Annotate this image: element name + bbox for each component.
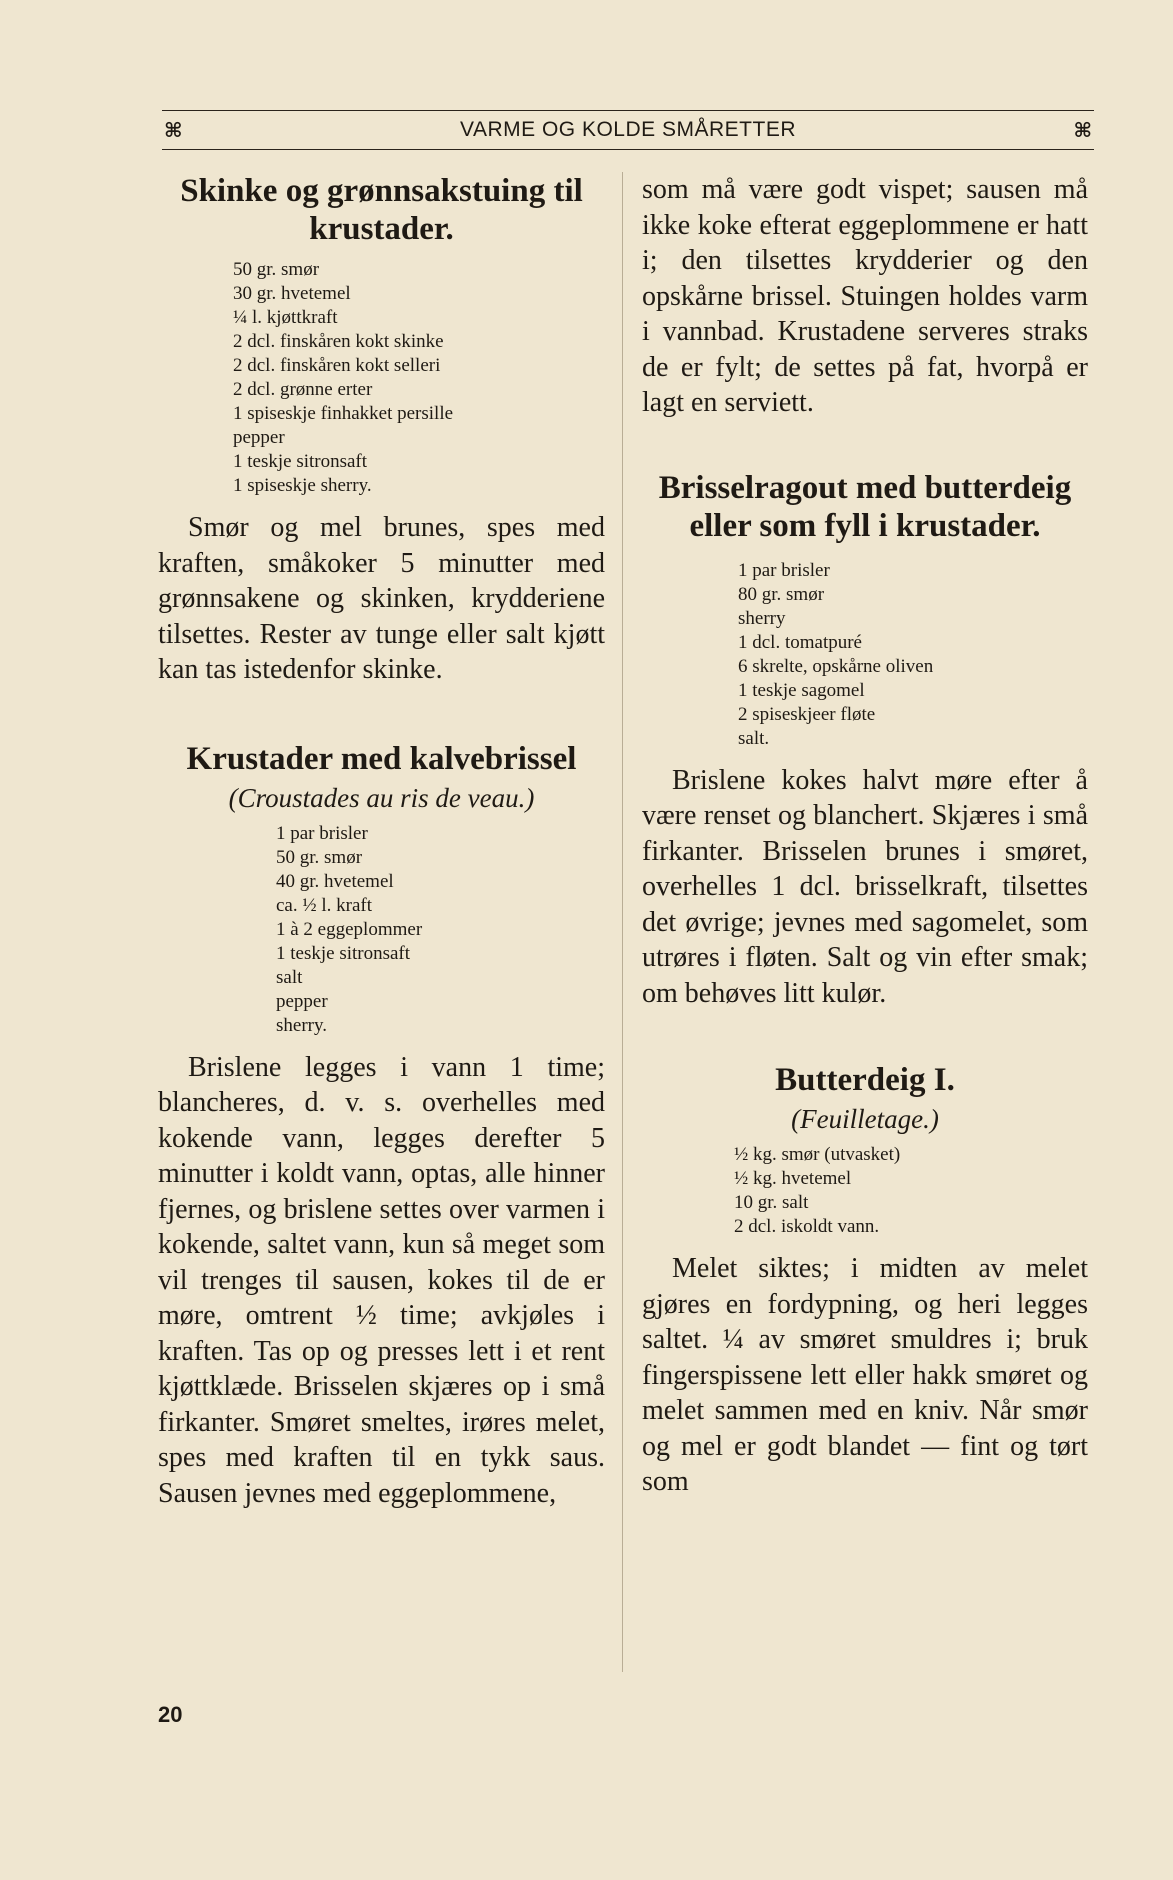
recipe-title: Butterdeig I. bbox=[775, 1062, 955, 1098]
ingredient: 30 gr. hvetemel bbox=[233, 283, 351, 304]
ingredient: pepper bbox=[233, 427, 285, 448]
recipe-text-continued: som må være godt vispet; sausen må ikke koke efterat eggeplommene er hatt i; den tilsettes krydderier og den opskårne brissel. Stuingen holdes varm i vannbad. Krustadene serveres straks de er fylt; de settes på fat, hvorpå er lagt en serviett. bbox=[642, 174, 1088, 418]
ingredient: 6 skrelte, opskårne oliven bbox=[738, 655, 934, 677]
ingredient-list bbox=[276, 822, 605, 1038]
ingredient: 40 gr. hvetemel bbox=[276, 870, 394, 892]
ingredient: 1 par brisler bbox=[738, 559, 830, 581]
running-header bbox=[162, 110, 1094, 150]
page-number: 20 bbox=[158, 1702, 183, 1727]
ingredient: 2 dcl. finskåren kokt selleri bbox=[233, 355, 441, 376]
recipe-text: Melet siktes; i midten av melet gjøres en fordypning, og heri legges saltet. ¼ av smøret smuldres i; bruk fingerspissene lett eller hakk smøret og melet sammen med en kniv. Når smør og mel er godt blandet — fint og tørt som bbox=[642, 1253, 1088, 1497]
ingredient: 10 gr. salt bbox=[734, 1192, 809, 1213]
ingredient: ½ kg. smør (utvasket) bbox=[734, 1144, 901, 1165]
ingredient: 1 à 2 eggeplommer bbox=[276, 918, 423, 940]
ingredient: ca. ½ l. kraft bbox=[276, 894, 373, 916]
ingredient: salt bbox=[276, 966, 303, 988]
left-column bbox=[158, 172, 605, 1511]
recipe-title: Skinke og grønnsakstuing til krustader. bbox=[180, 173, 583, 247]
ingredient: 80 gr. smør bbox=[738, 583, 825, 605]
ingredient: 2 dcl. finskåren kokt skinke bbox=[233, 331, 444, 352]
ingredient-list bbox=[734, 1143, 1088, 1239]
ornament-right-icon: ⌘ bbox=[1073, 119, 1092, 142]
ingredient: salt. bbox=[738, 727, 770, 749]
ingredient: 1 spiseskje sherry. bbox=[233, 475, 372, 496]
ingredient: 2 dcl. iskoldt vann. bbox=[734, 1216, 880, 1237]
column-divider bbox=[622, 172, 623, 1672]
ingredient: ½ kg. hvetemel bbox=[734, 1168, 852, 1189]
ingredient: 1 par brisler bbox=[276, 822, 368, 844]
ingredient: 50 gr. smør bbox=[233, 259, 320, 280]
ingredient: 1 teskje sagomel bbox=[738, 679, 865, 701]
recipe-title: Brisselragout med butterdeig eller som fyll i krustader. bbox=[658, 469, 1072, 544]
ingredient: 1 spiseskje finhakket persille bbox=[233, 403, 454, 424]
ingredient: 2 dcl. grønne erter bbox=[233, 379, 373, 400]
recipe-title: Krustader med kalvebrissel bbox=[186, 740, 577, 777]
ingredient: 50 gr. smør bbox=[276, 846, 363, 868]
recipe-text: Brislene legges i vann 1 time; blancheres, d. v. s. overhelles med kokende vann, legges derefter 5 minutter i koldt vann, optas, alle hinner fjernes, og brislene settes over varmen i kokende, saltet vann, kun så meget som vil trenges til sausen, kokes til de er møre, omtrent ½ time; avkjøles i kraften. Tas op og presses lett i et rent kjøttklæde. Brisselen skjæres op i små firkanter. Smøret smeltes, irøres melet, spes med kraften til en tykk saus. Sausen jevnes med eggeplommene, bbox=[158, 1051, 605, 1509]
ornament-left-icon: ⌘ bbox=[164, 119, 183, 142]
ingredient: 1 dcl. tomatpuré bbox=[738, 631, 862, 653]
ingredient: 1 teskje sitronsaft bbox=[276, 942, 411, 964]
running-header-title: VARME OG KOLDE SMÅRETTER bbox=[460, 118, 796, 141]
ingredient: sherry bbox=[738, 607, 786, 629]
right-column bbox=[642, 172, 1088, 1500]
ingredient: 1 teskje sitronsaft bbox=[233, 451, 368, 472]
recipe-text: Smør og mel brunes, spes med kraften, småkoker 5 minutter med grønnsakene og skinken, krydderiene tilsettes. Rester av tunge eller salt kjøtt kan tas istedenfor skinke. bbox=[158, 512, 605, 685]
ingredient-list bbox=[233, 258, 605, 498]
ingredient-list bbox=[738, 559, 1088, 751]
ingredient: sherry. bbox=[276, 1014, 327, 1036]
recipe-subtitle: (Feuilletage.) bbox=[791, 1104, 939, 1134]
ingredient: 2 spiseskjeer fløte bbox=[738, 703, 876, 725]
ingredient: ¼ l. kjøttkraft bbox=[233, 307, 338, 328]
recipe-subtitle: (Croustades au ris de veau.) bbox=[228, 782, 535, 813]
ingredient: pepper bbox=[276, 990, 328, 1012]
recipe-text: Brislene kokes halvt møre efter å være renset og blanchert. Skjæres i små firkanter. Brisselen brunes i smøret, overhelles 1 dcl. brisselkraft, tilsettes det øvrige; jevnes med sagomelet, som utrøres i fløten. Salt og vin efter smak; om behøves litt kulør. bbox=[642, 764, 1088, 1009]
